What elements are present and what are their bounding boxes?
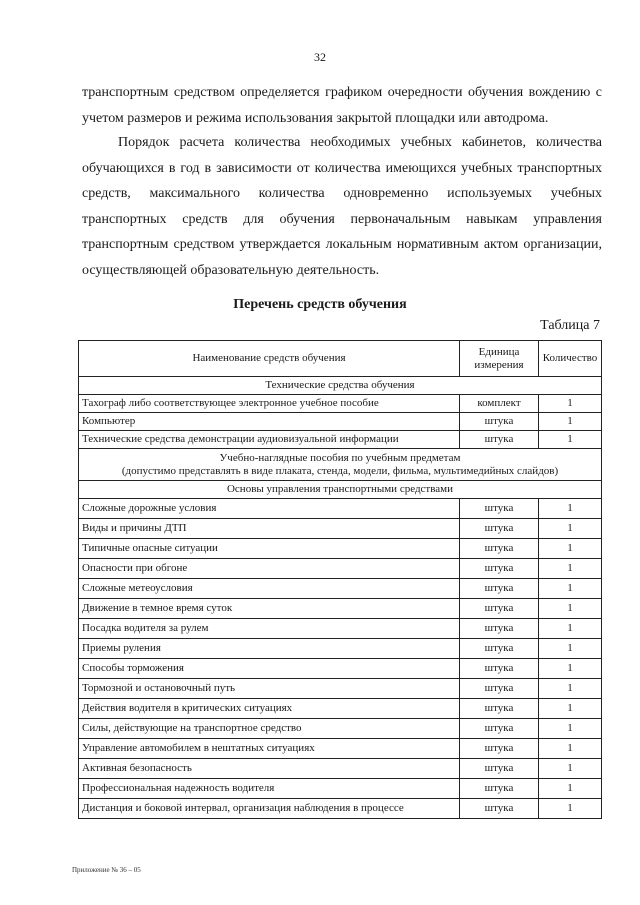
table-row <box>79 799 602 819</box>
section-visual-line1: Учебно-наглядные пособия по учебным предметам <box>219 451 461 464</box>
cell-name: Опасности при обгоне <box>79 559 460 579</box>
cell-name: Управление автомобилем в нештатных ситуациях <box>79 739 460 759</box>
training-means-table <box>78 340 602 819</box>
cell-name: Компьютер <box>79 413 460 431</box>
cell-qty: 1 <box>539 739 602 759</box>
table-row <box>79 619 602 639</box>
section-technical-row <box>79 377 602 395</box>
cell-name: Виды и причины ДТП <box>79 519 460 539</box>
cell-name: Приемы руления <box>79 639 460 659</box>
table-header-row <box>79 341 602 377</box>
cell-qty: 1 <box>539 779 602 799</box>
table-row <box>79 431 602 449</box>
cell-unit: штука <box>460 679 539 699</box>
cell-qty: 1 <box>539 395 602 413</box>
table-row <box>79 719 602 739</box>
cell-name: Тахограф либо соответствующее электронное учебное пособие <box>79 395 460 413</box>
page-number: 32 <box>314 50 326 64</box>
cell-unit: штука <box>460 519 539 539</box>
table-row <box>79 659 602 679</box>
paragraph-1: транспортным средством определяется графиком очередности обучения вождению с учетом размеров и режима использования закрытой площадки или автодрома. <box>82 85 602 126</box>
cell-name: Силы, действующие на транспортное средство <box>79 719 460 739</box>
table-row <box>79 639 602 659</box>
table-row <box>79 679 602 699</box>
cell-name: Профессиональная надежность водителя <box>79 779 460 799</box>
table-label: Таблица 7 <box>540 318 600 333</box>
cell-unit: штука <box>460 659 539 679</box>
cell-unit: штука <box>460 499 539 519</box>
cell-name: Действия водителя в критических ситуациях <box>79 699 460 719</box>
header-name: Наименование средств обучения <box>79 341 460 377</box>
cell-qty: 1 <box>539 579 602 599</box>
table-row <box>79 759 602 779</box>
cell-unit: комплект <box>460 395 539 413</box>
table-row <box>79 579 602 599</box>
section-visual-row <box>79 449 602 481</box>
cell-unit: штука <box>460 619 539 639</box>
cell-unit: штука <box>460 719 539 739</box>
cell-unit: штука <box>460 759 539 779</box>
cell-qty: 1 <box>539 799 602 819</box>
cell-name: Активная безопасность <box>79 759 460 779</box>
cell-qty: 1 <box>539 679 602 699</box>
cell-unit: штука <box>460 431 539 449</box>
cell-unit: штука <box>460 539 539 559</box>
table-row <box>79 499 602 519</box>
table-row <box>79 539 602 559</box>
table-row <box>79 599 602 619</box>
cell-name: Типичные опасные ситуации <box>79 539 460 559</box>
list-title: Перечень средств обучения <box>233 297 407 312</box>
cell-name: Способы торможения <box>79 659 460 679</box>
cell-qty: 1 <box>539 559 602 579</box>
cell-unit: штука <box>460 699 539 719</box>
cell-qty: 1 <box>539 599 602 619</box>
section-basics: Основы управления транспортными средствами <box>79 481 602 499</box>
cell-qty: 1 <box>539 431 602 449</box>
table-row <box>79 779 602 799</box>
table-row <box>79 395 602 413</box>
cell-name: Посадка водителя за рулем <box>79 619 460 639</box>
section-visual <box>79 449 602 481</box>
cell-unit: штука <box>460 559 539 579</box>
paragraph-2: Порядок расчета количества необходимых учебных кабинетов, количества обучающихся в год в зависимости от количества имеющихся учебных транспортных средств, максимального количества одновременно используемых учебных транспортных средств для обучения первоначальным навыкам управления транспортным средством утверждается локальным нормативным актом организации, осуществляющей образовательную деятельность. <box>82 135 602 278</box>
cell-name: Тормозной и остановочный путь <box>79 679 460 699</box>
cell-qty: 1 <box>539 659 602 679</box>
cell-unit: штука <box>460 413 539 431</box>
cell-unit: штука <box>460 799 539 819</box>
section-basics-row <box>79 481 602 499</box>
header-qty: Количество <box>539 341 602 377</box>
basics-rows <box>79 499 602 819</box>
cell-name: Сложные метеоусловия <box>79 579 460 599</box>
cell-qty: 1 <box>539 519 602 539</box>
cell-qty: 1 <box>539 699 602 719</box>
cell-unit: штука <box>460 639 539 659</box>
cell-qty: 1 <box>539 539 602 559</box>
cell-unit: штука <box>460 739 539 759</box>
cell-name: Сложные дорожные условия <box>79 499 460 519</box>
table-row <box>79 413 602 431</box>
cell-name: Технические средства демонстрации аудиовизуальной информации <box>79 431 460 449</box>
cell-unit: штука <box>460 779 539 799</box>
cell-qty: 1 <box>539 499 602 519</box>
table-row <box>79 739 602 759</box>
cell-unit: штука <box>460 599 539 619</box>
cell-qty: 1 <box>539 759 602 779</box>
table-row <box>79 519 602 539</box>
section-technical: Технические средства обучения <box>79 377 602 395</box>
cell-qty: 1 <box>539 719 602 739</box>
table-row <box>79 699 602 719</box>
cell-name: Дистанция и боковой интервал, организация наблюдения в процессе <box>79 799 460 819</box>
technical-rows <box>79 395 602 449</box>
cell-qty: 1 <box>539 619 602 639</box>
section-visual-line2: (допустимо представлять в виде плаката, стенда, модели, фильма, мультимедийных слайдов) <box>121 464 559 477</box>
cell-qty: 1 <box>539 413 602 431</box>
footer-note: Приложение № 36 – 05 <box>72 866 141 874</box>
cell-name: Движение в темное время суток <box>79 599 460 619</box>
cell-qty: 1 <box>539 639 602 659</box>
header-unit: Единица измерения <box>460 341 539 377</box>
table-row <box>79 559 602 579</box>
cell-unit: штука <box>460 579 539 599</box>
